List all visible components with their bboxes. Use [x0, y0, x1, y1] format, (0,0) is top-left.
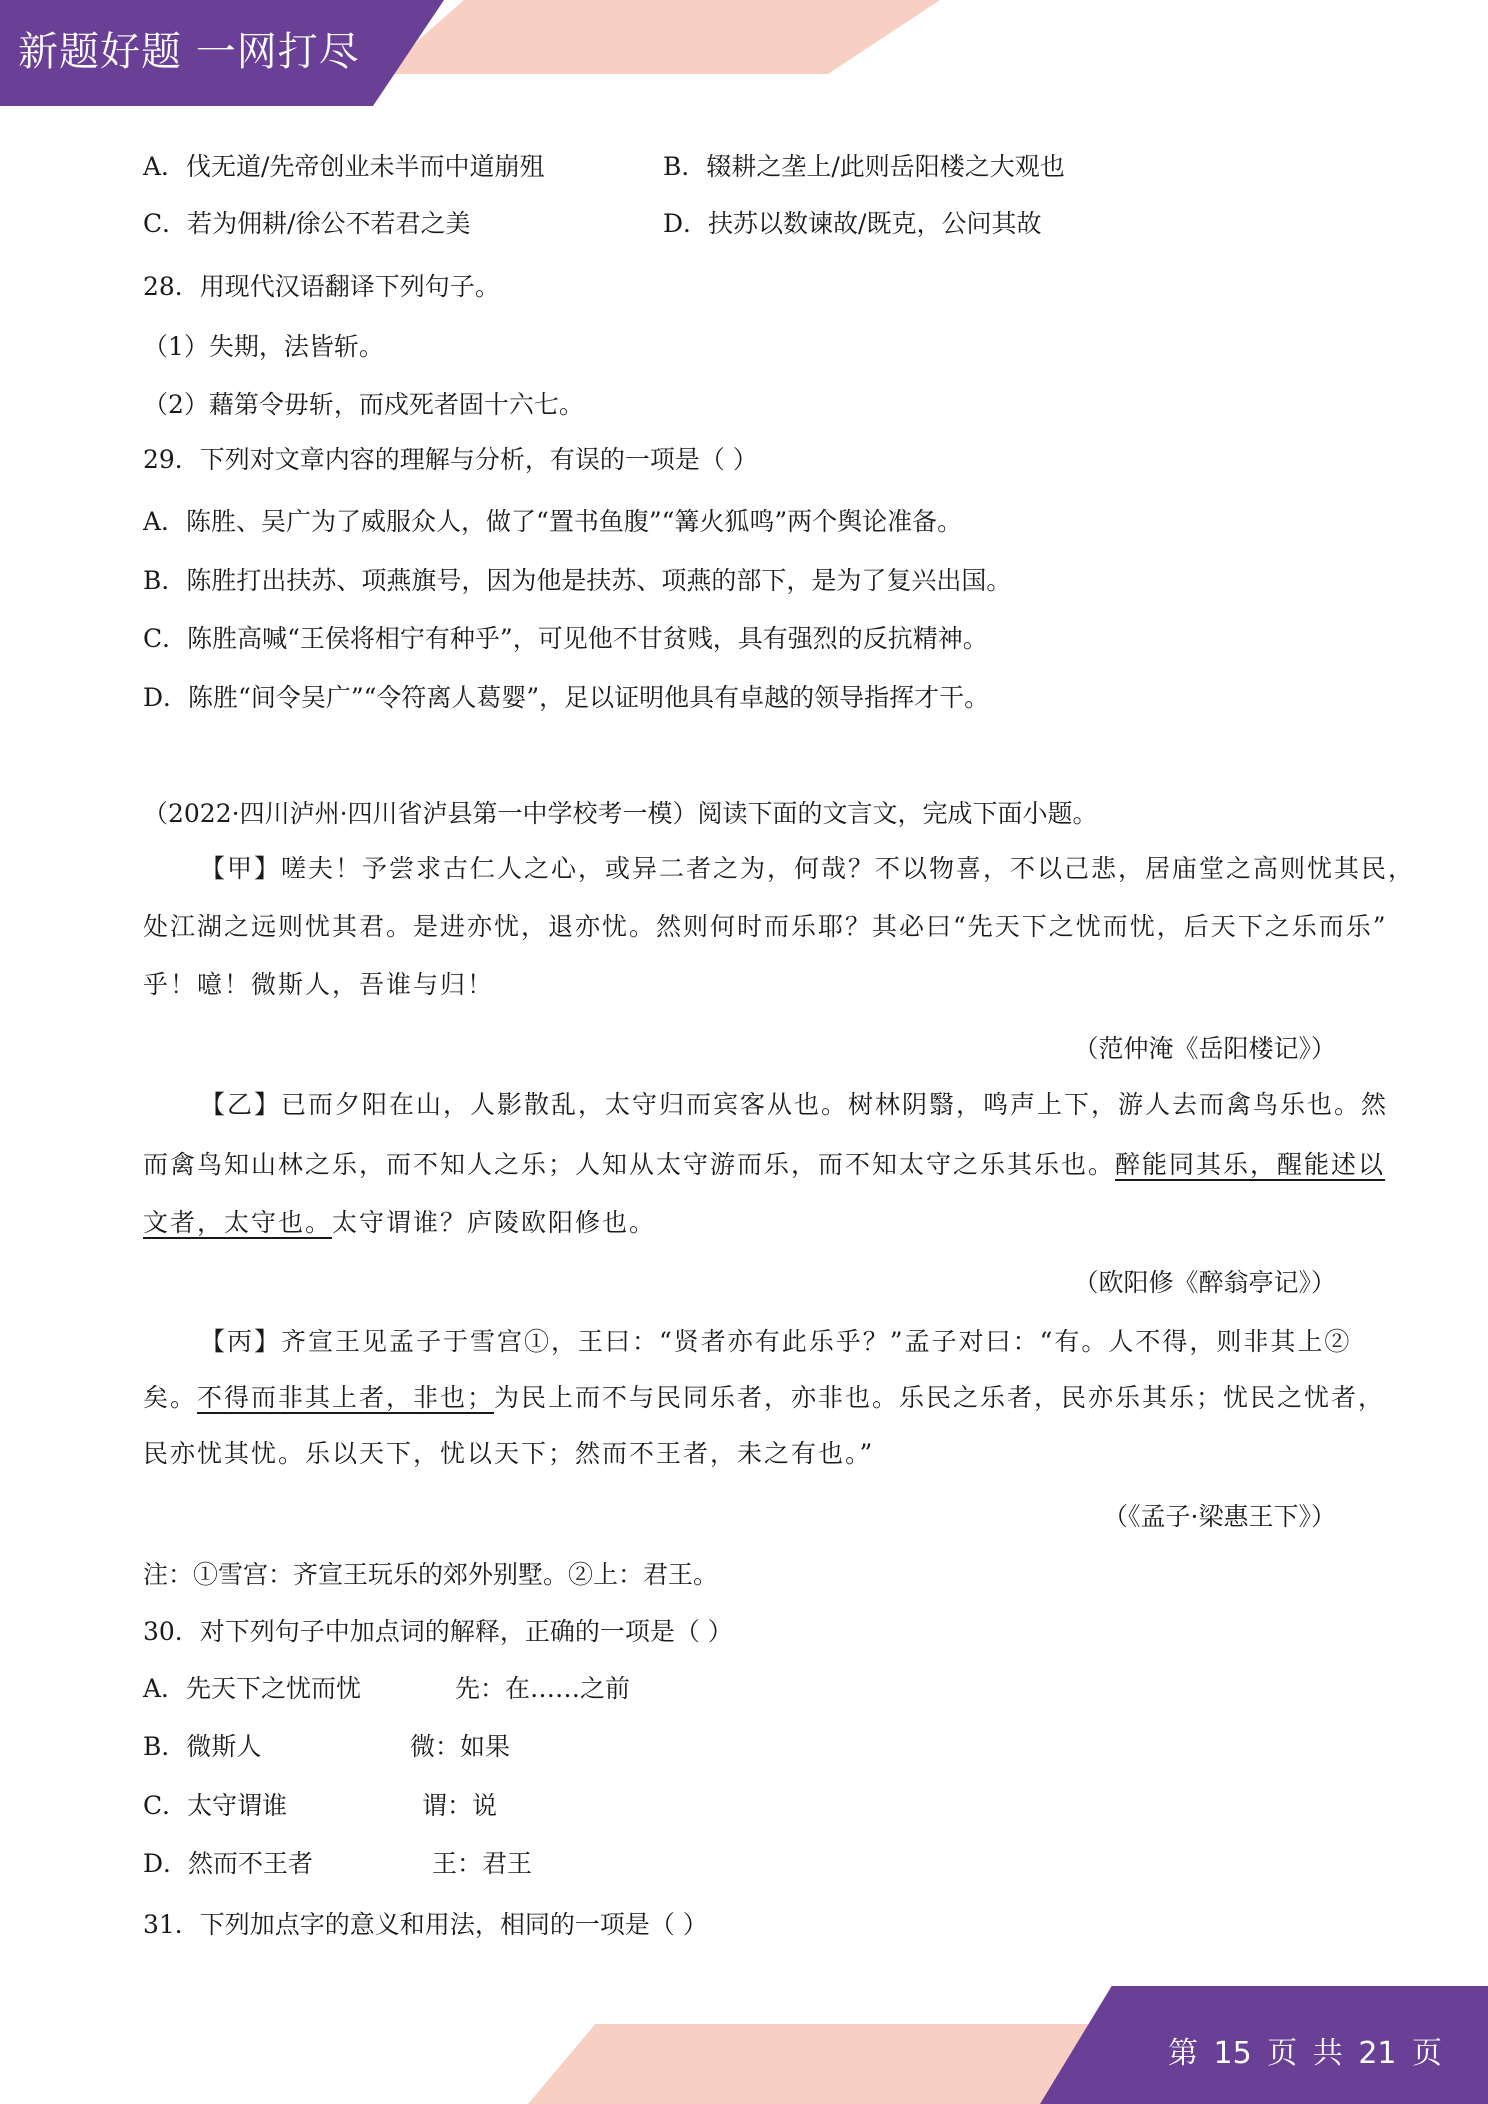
passage-jia-line-2: 处江湖之远则忧其君。是进亦忧，退亦忧。然则何时而乐耶？其必曰“先天下之忧而忧，后天下之乐而乐”: [143, 912, 1388, 941]
passage-bing-line-3: 民亦忧其忧。乐以天下，忧以天下；然而不王者，未之有也。”: [143, 1439, 875, 1468]
passage-jia-line-1: 【甲】嗟夫！予尝求古仁人之心，或异二者之为，何哉？不以物喜，不以己悲，居庙堂之高则忧其民，: [200, 854, 1416, 883]
passage-yi-line-3: [143, 1206, 656, 1240]
q30-option-b-gloss: 微：如果: [410, 1732, 511, 1761]
q29-option-d: D．陈胜“间令吴广”“令符离人葛婴”，足以证明他具有卓越的领导指挥才干。: [143, 683, 990, 712]
passage-bing-line-2: [143, 1381, 1385, 1415]
header-title: 新题好题 一网打尽: [18, 29, 360, 75]
q30-stem: 30．对下列句子中加点词的解释，正确的一项是（ ）: [143, 1617, 733, 1646]
q28-stem: 28．用现代汉语翻译下列句子。: [143, 272, 500, 301]
q30-option-b: B．微斯人: [143, 1732, 262, 1761]
page-number: 第 15 页 共 21 页: [1168, 2036, 1443, 2071]
q30-option-a-phrase: A．先天下之忧而忧: [143, 1674, 362, 1703]
q28-sentence-1: （1）失期，法皆斩。: [143, 332, 384, 361]
q30-option-d: D．然而不王者: [143, 1849, 314, 1878]
q27-option-d: D．扶苏以数谏故/既克，公问其故: [663, 209, 1042, 238]
passage-bing-line-2-rest: 为民上而不与民同乐者，亦非也。乐民之乐者，民亦乐其乐；忧民之忧者，: [494, 1383, 1386, 1412]
q30-option-c: C．太守谓谁: [143, 1791, 288, 1820]
q29-option-c: C．陈胜高喊“王侯将相宁有种乎”，可见他不甘贫贱，具有强烈的反抗精神。: [143, 624, 988, 653]
q29-stem: 29．下列对文章内容的理解与分析，有误的一项是（ ）: [143, 445, 758, 474]
passage-yi-line-2: [143, 1148, 1385, 1182]
q30-option-c-gloss: 谓：说: [422, 1791, 498, 1820]
q30-option-a: [143, 1672, 361, 1706]
passage-bing-source: （《孟子·梁惠王下》）: [1103, 1502, 1336, 1531]
q29-option-b: B．陈胜打出扶苏、项燕旗号，因为他是扶苏、项燕的部下，是为了复兴出国。: [143, 566, 1012, 595]
passage-jia-line-3: 乎！噫！微斯人，吾谁与归！: [143, 970, 495, 999]
footer-accent-band: [528, 2024, 1088, 2104]
passage-intro: （2022·四川泸州·四川省泸县第一中学校考一模）阅读下面的文言文，完成下面小题。: [143, 799, 1098, 828]
underlined-sentence-yi-end: 文者，太守也。: [143, 1208, 333, 1237]
q30-option-d-gloss: 王：君王: [432, 1849, 533, 1878]
q27-option-a: A．伐无道/先帝创业未半而中道崩殂: [143, 152, 545, 181]
passage-bing-line-1: 【丙】齐宣王见孟子于雪宫①，王曰：“贤者亦有此乐乎？”孟子对曰：“有。人不得，则非其上②: [200, 1327, 1352, 1356]
passage-yi-source: （欧阳修《醉翁亭记》）: [1073, 1268, 1336, 1297]
q27-option-b: B．辍耕之垄上/此则岳阳楼之大观也: [663, 152, 1065, 181]
q31-stem: 31．下列加点字的意义和用法，相同的一项是（ ）: [143, 1910, 708, 1939]
q29-option-a: A．陈胜、吴广为了威服众人，做了“置书鱼腹”“篝火狐鸣”两个舆论准备。: [143, 507, 963, 536]
passage-jia-source: （范仲淹《岳阳楼记》）: [1073, 1034, 1336, 1063]
passage-yi-line-2-text: 而禽鸟知山林之乐，而不知人之乐；人知从太守游而乐，而不知太守之乐其乐也。: [143, 1150, 1116, 1179]
passage-yi-line-1: 【乙】已而夕阳在山，人影散乱，太守归而宾客从也。树林阴翳，鸣声上下，游人去而禽鸟乐也。然: [200, 1090, 1389, 1119]
underlined-sentence-bing: 不得而非其上者，非也；: [197, 1383, 495, 1412]
q27-option-c: C．若为佣耕/徐公不若君之美: [143, 209, 471, 238]
passage-bing-line-2-start: 矣。: [143, 1383, 198, 1412]
passage-yi-line-3-text: 太守谓谁？庐陵欧阳修也。: [332, 1208, 657, 1237]
footnote: 注：①雪宫：齐宣王玩乐的郊外别墅。②上：君王。: [143, 1560, 719, 1589]
underlined-sentence-yi: 醉能同其乐，醒能述以: [1115, 1150, 1386, 1179]
q28-sentence-2: （2）藉第令毋斩，而戍死者固十六七。: [143, 390, 584, 419]
q30-option-a-gloss: 先：在……之前: [455, 1674, 631, 1703]
header-accent-band: [380, 0, 940, 74]
